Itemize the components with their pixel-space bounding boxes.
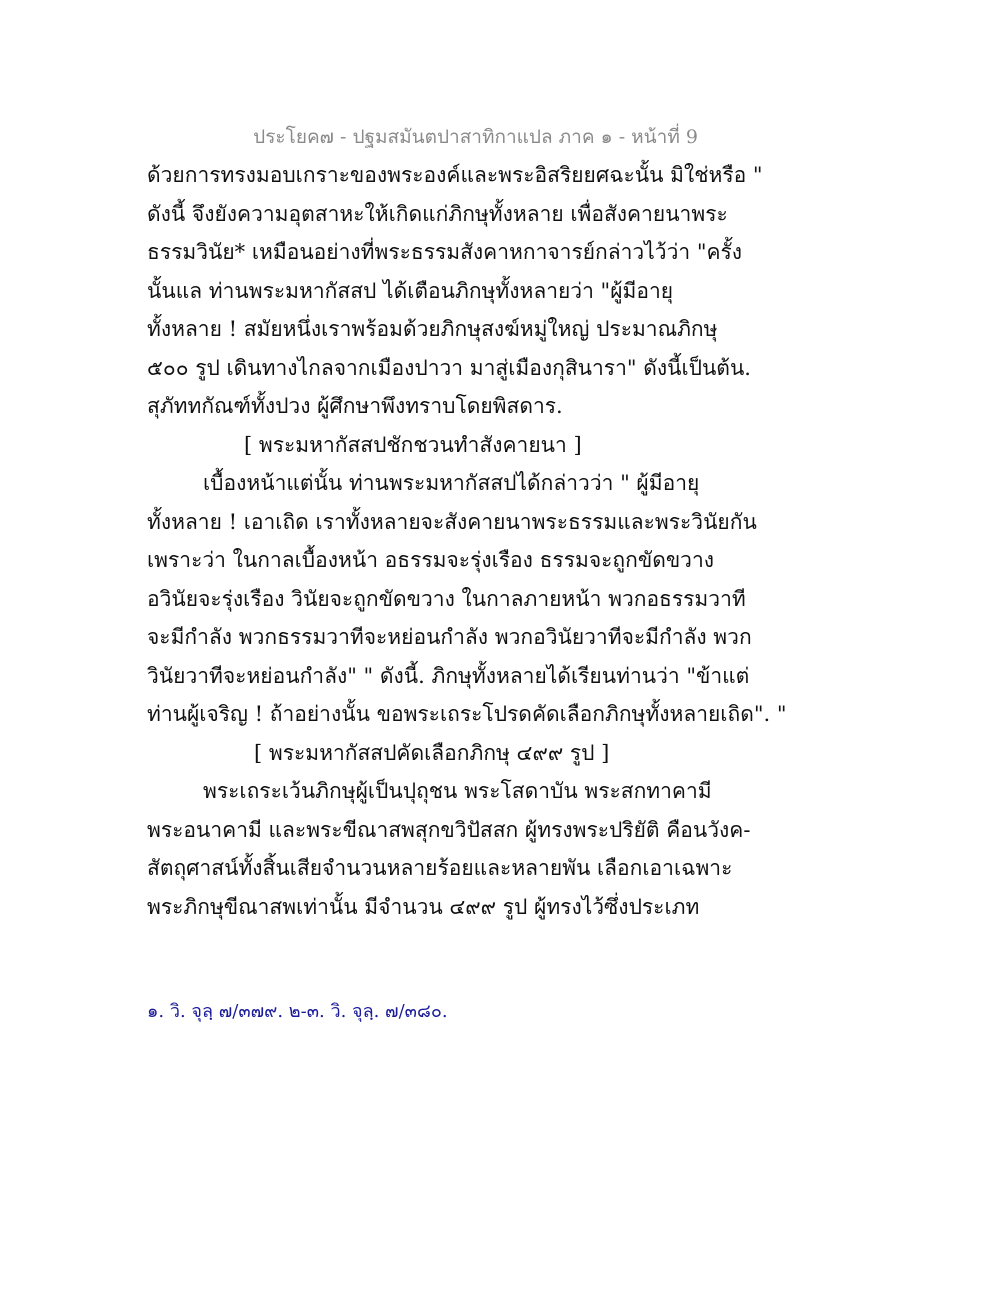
paragraph-2-line-7: ท่านผู้เจริญ ! ถ้าอย่างนั้น ขอพระเถระโปรดคัดเลือกภิกษุทั้งหลายเถิด". " <box>147 702 787 726</box>
section-heading-2: [ พระมหากัสสปคัดเลือกภิกษุ ๔๙๙ รูป ] <box>254 740 610 765</box>
paragraph-1-line-7: สุภัททกัณฑ์ทั้งปวง ผู้ศึกษาพึงทราบโดยพิสดาร. <box>147 394 563 418</box>
paragraph-1-line-4: นั้นแล ท่านพระมหากัสสป ได้เตือนภิกษุทั้งหลายว่า "ผู้มีอายุ <box>147 278 674 303</box>
running-header: ประโยค๗ - ปฐมสมันตปาสาทิกาแปล ภาค ๑ - หน้าที่ 9 <box>253 126 698 148</box>
paragraph-2-line-4: อวินัยจะรุ่งเรือง วินัยจะถูกขัดขวาง ในกาลภายหน้า พวกอธรรมวาที <box>147 586 746 611</box>
paragraph-1-line-3: ธรรมวินัย* เหมือนอย่างที่พระธรรมสังคาหกาจารย์กล่าวไว้ว่า "ครั้ง <box>147 240 743 264</box>
paragraph-2-line-3: เพราะว่า ในกาลเบื้องหน้า อธรรมจะรุ่งเรือง ธรรมจะถูกขัดขวาง <box>147 548 715 572</box>
paragraph-1-line-1: ด้วยการทรงมอบเกราะของพระองค์และพระอิสริยยศฉะนั้น มิใช่หรือ " <box>147 163 763 187</box>
paragraph-3-line-2: พระอนาคามี และพระขีณาสพสุกขวิปัสสก ผู้ทรงพระปริยัติ คือนวังค- <box>147 817 751 842</box>
paragraph-2-line-5: จะมีกำลัง พวกธรรมวาทีจะหย่อนกำลัง พวกอวินัยวาทีจะมีกำลัง พวก <box>147 625 752 649</box>
footnote: ๑. วิ. จุลฺ ๗/๓๗๙. ๒-๓. วิ. จุลฺ. ๗/๓๘๐. <box>147 1001 448 1022</box>
paragraph-1-line-6: ๕๐๐ รูป เดินทางไกลจากเมืองปาวา มาสู่เมืองกุสินารา" ดังนี้เป็นต้น. <box>147 355 751 380</box>
paragraph-2-line-1: เบื้องหน้าแต่นั้น ท่านพระมหากัสสปได้กล่าวว่า " ผู้มีอายุ <box>203 471 700 495</box>
paragraph-1-line-2: ดังนี้ จึงยังความอุตสาหะให้เกิดแก่ภิกษุทั้งหลาย เพื่อสังคายนาพระ <box>147 201 728 226</box>
paragraph-2-line-2: ทั้งหลาย ! เอาเถิด เราทั้งหลายจะสังคายนาพระธรรมและพระวินัยกัน <box>147 509 757 534</box>
paragraph-2-line-6: วินัยวาทีจะหย่อนกำลัง" " ดังนี้. ภิกษุทั้งหลายได้เรียนท่านว่า "ข้าแต่ <box>147 663 750 688</box>
section-heading-1: [ พระมหากัสสปชักชวนทำสังคายนา ] <box>244 432 582 457</box>
paragraph-3-line-4: พระภิกษุขีณาสพเท่านั้น มีจำนวน ๔๙๙ รูป ผู้ทรงไว้ซึ่งประเภท <box>147 894 700 919</box>
paragraph-1-line-5: ทั้งหลาย ! สมัยหนึ่งเราพร้อมด้วยภิกษุสงฆ์หมู่ใหญ่ ประมาณภิกษุ <box>147 317 718 341</box>
body-text <box>147 156 787 926</box>
paragraph-3-line-1: พระเถระเว้นภิกษุผู้เป็นปุถุชน พระโสดาบัน พระสกทาคามี <box>203 779 712 803</box>
paragraph-3-line-3: สัตถุศาสน์ทั้งสิ้นเสียจำนวนหลายร้อยและหลายพัน เลือกเอาเฉพาะ <box>147 856 733 880</box>
